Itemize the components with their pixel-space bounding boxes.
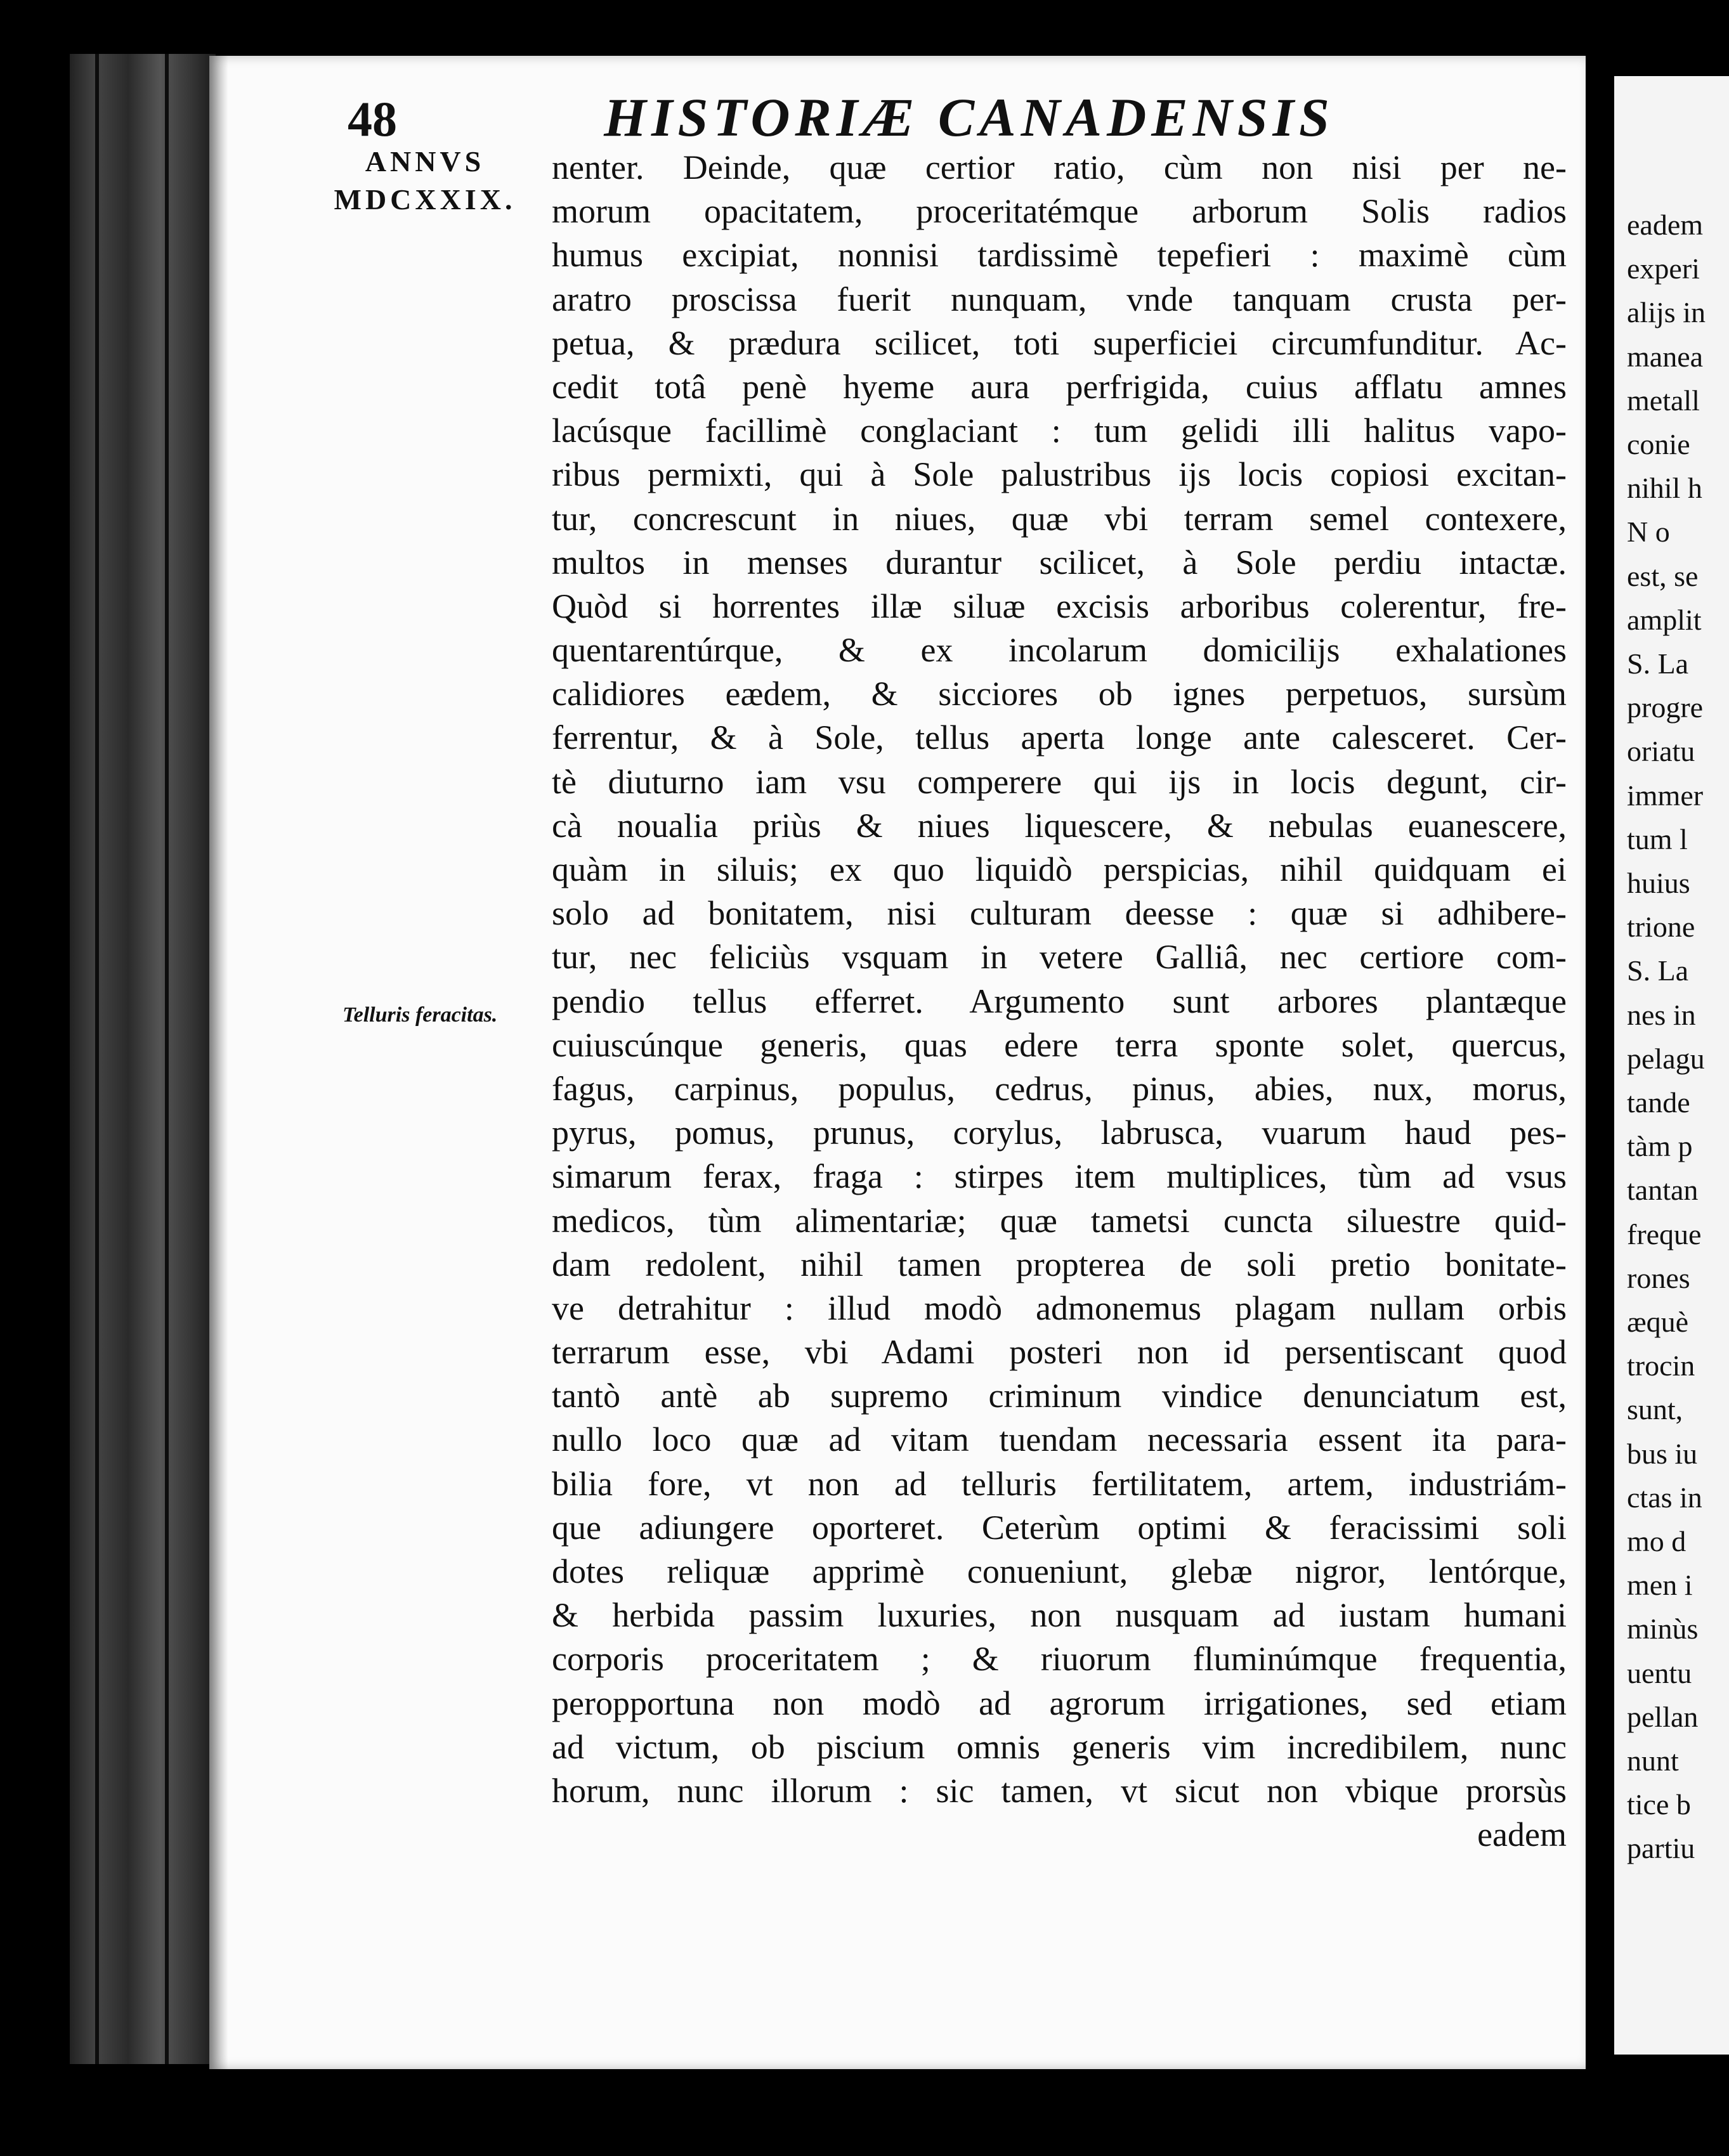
text-line: ad victum, ob piscium omnis generis vim incredibilem, nunc (552, 1727, 1567, 1766)
text-line: dotes reliquæ apprimè conueniunt, glebæ nigror, lentórque, (552, 1552, 1567, 1590)
text-line: tur, concrescunt in niues, quæ vbi terram semel contexere, (552, 499, 1567, 538)
adjacent-page-line: trocin (1627, 1349, 1695, 1382)
text-line: terrarum esse, vbi Adami posteri non id persentiscant quod (552, 1333, 1567, 1372)
page-number: 48 (348, 91, 397, 146)
gutter-shadow (209, 56, 228, 2069)
margin-year-line: ANNVS (365, 145, 485, 178)
text-line: dam redolent, nihil tamen propterea de soli pretio bonitate- (552, 1245, 1567, 1283)
adjacent-page-line: alijs in (1627, 296, 1706, 329)
adjacent-page-line: mo d (1627, 1525, 1687, 1557)
text-line: que adiungere oporteret. Ceterùm optimi & feracissimi soli (552, 1508, 1567, 1547)
text-line: humus excipiat, nonnisi tardissimè tepefieri : maximè cùm (552, 236, 1567, 275)
adjacent-page-line: rones (1627, 1261, 1690, 1294)
text-line: aratro proscissa fuerit nunquam, vnde tanquam crusta per- (552, 280, 1567, 318)
adjacent-page-fragment (1614, 76, 1729, 2055)
text-line: pyrus, pomus, prunus, corylus, labrusca, vuarum haud pes- (552, 1114, 1567, 1152)
adjacent-page-line: uentu (1627, 1656, 1692, 1689)
text-line: fagus, carpinus, populus, cedrus, pinus, abies, nux, morus, (552, 1069, 1567, 1108)
running-head (348, 86, 1470, 149)
text-line: bilia fore, vt non ad telluris fertilitatem, artem, industriám- (552, 1464, 1567, 1503)
adjacent-page-line: tàm p (1627, 1130, 1693, 1163)
text-line: calidiores eædem, & sicciores ob ignes perpetuos, sursùm (552, 675, 1567, 713)
text-line: morum opacitatem, proceritatémque arborum Solis radios (552, 192, 1567, 231)
text-line: lacúsque facillimè conglaciant : tum gelidi illi halitus vapo- (552, 412, 1567, 450)
text-line: cà noualia priùs & niues liquescere, & nebulas euanescere, (552, 806, 1567, 845)
text-line: nullo loco quæ ad vitam tuendam necessaria essent ita para- (552, 1420, 1567, 1459)
text-line: multos in menses durantur scilicet, à Sole perdiu intactæ. (552, 543, 1567, 581)
adjacent-page-line: manea (1627, 340, 1704, 373)
adjacent-page-line: pelagu (1627, 1042, 1705, 1075)
adjacent-page-line: tum l (1627, 822, 1688, 855)
adjacent-page-line: freque (1627, 1218, 1702, 1250)
text-line: ribus permixti, qui à Sole palustribus ijs locis copiosi excitan- (552, 455, 1567, 494)
adjacent-page-line: S. La (1627, 954, 1689, 987)
text-line: peropportuna non modò ad agrorum irrigationes, sed etiam (552, 1684, 1567, 1722)
text-line: Quòd si horrentes illæ siluæ excisis arboribus colerentur, fre- (552, 587, 1567, 625)
adjacent-page-line: æquè (1627, 1306, 1689, 1338)
adjacent-page-line: oriatu (1627, 735, 1695, 768)
body-text (552, 146, 1567, 1857)
text-line: & herbida passim luxuries, non nusquam ad iustam humani (552, 1596, 1567, 1635)
adjacent-page-line: bus iu (1627, 1437, 1698, 1470)
adjacent-page-line: nihil h (1627, 472, 1702, 505)
adjacent-page-line: tande (1627, 1086, 1690, 1119)
text-line: tantò antè ab supremo criminum vindice denunciatum est, (552, 1377, 1567, 1415)
adjacent-page-line: pellan (1627, 1700, 1699, 1733)
adjacent-page-line: metall (1627, 384, 1700, 417)
text-line: tur, nec feliciùs vsquam in vetere Galliâ, nec certiore com- (552, 938, 1567, 977)
catchword: eadem (1477, 1815, 1567, 1854)
adjacent-page-line: nes in (1627, 998, 1696, 1031)
adjacent-page-line: experi (1627, 252, 1700, 285)
adjacent-page-line: progre (1627, 691, 1704, 724)
adjacent-page-line: nunt (1627, 1744, 1679, 1777)
adjacent-page-line: amplit (1627, 603, 1702, 636)
margin-note: Telluris feracitas. (343, 1003, 498, 1027)
margin-year-line: MDCXXIX. (334, 183, 516, 216)
adjacent-page-line: tice b (1627, 1788, 1691, 1821)
text-line: nenter. Deinde, quæ certior ratio, cùm non nisi per ne- (552, 148, 1567, 186)
adjacent-page-line: est, se (1627, 559, 1699, 592)
adjacent-page-line: eadem (1627, 209, 1704, 241)
adjacent-page-line: partiu (1627, 1832, 1695, 1865)
text-line: cuiuscúnque generis, quas edere terra sponte solet, quercus, (552, 1025, 1567, 1064)
adjacent-page-line: huius (1627, 867, 1690, 899)
running-title: HISTORIÆ CANADENSIS (604, 87, 1334, 148)
text-line: quàm in siluis; ex quo liquidò perspicias, nihil quidquam ei (552, 850, 1567, 888)
text-line: solo ad bonitatem, nisi culturam deesse : quæ si adhibere- (552, 894, 1567, 933)
book-spine (70, 54, 216, 2064)
adjacent-page-line: ctas in (1627, 1481, 1702, 1514)
spine-edge-line (95, 54, 99, 2064)
text-line: ve detrahitur : illud modò admonemus plagam nullam orbis (552, 1289, 1567, 1327)
adjacent-page-line: trione (1627, 911, 1695, 944)
text-line: cedit totâ penè hyeme aura perfrigida, cuius afflatu amnes (552, 367, 1567, 406)
text-line: quentarentúrque, & ex incolarum domicilijs exhalationes (552, 631, 1567, 670)
text-line: pendio tellus efferret. Argumento sunt arbores plantæque (552, 982, 1567, 1020)
text-line: petua, & prædura scilicet, toti superficiei circumfunditur. Ac- (552, 323, 1567, 362)
text-line: tè diuturno iam vsu comperere qui ijs in locis degunt, cir- (552, 762, 1567, 801)
adjacent-page-line: conie (1627, 428, 1690, 460)
adjacent-page-line: sunt, (1627, 1393, 1683, 1426)
adjacent-page-line: immer (1627, 779, 1704, 812)
adjacent-page-line: tantan (1627, 1174, 1699, 1207)
spine-edge-line (165, 54, 169, 2064)
text-line: medicos, tùm alimentariæ; quæ tametsi cuncta siluestre quid- (552, 1201, 1567, 1240)
adjacent-page-line: S. La (1627, 647, 1689, 680)
adjacent-page-line: minùs (1627, 1613, 1699, 1646)
text-line: corporis proceritatem ; & riuorum fluminúmque frequentia, (552, 1640, 1567, 1679)
adjacent-page-line: N o (1627, 516, 1670, 549)
text-line: horum, nunc illorum : sic tamen, vt sicut non vbique prorsùs (552, 1771, 1567, 1810)
text-line: simarum ferax, fraga : stirpes item multiplices, tùm ad vsus (552, 1157, 1567, 1196)
adjacent-page-line: men i (1627, 1569, 1693, 1602)
text-line: ferrentur, & à Sole, tellus aperta longe ante calesceret. Cer- (552, 718, 1567, 757)
margin-year-note (330, 143, 520, 219)
